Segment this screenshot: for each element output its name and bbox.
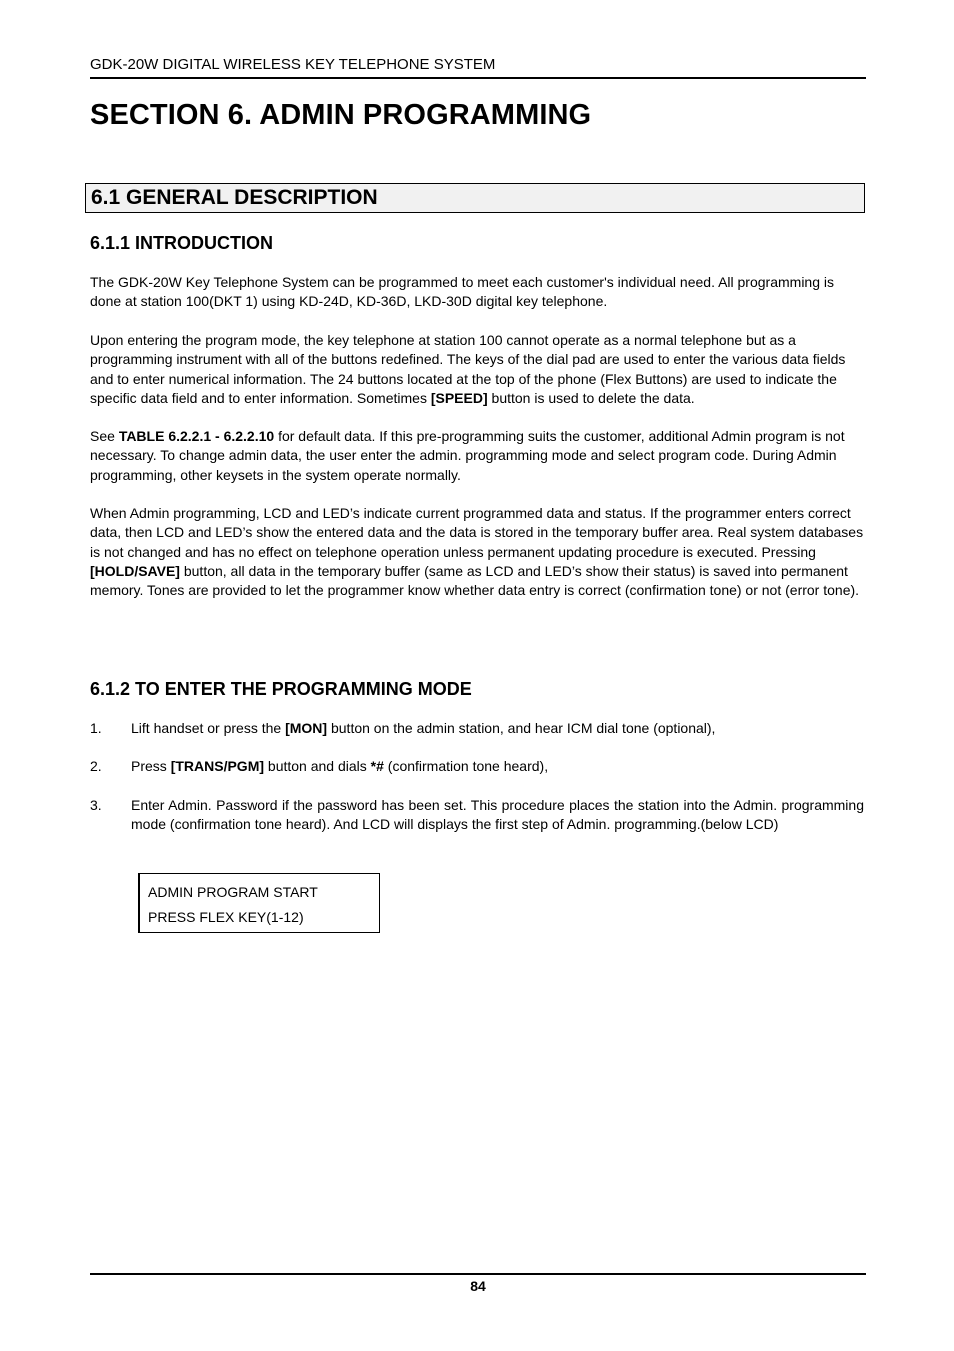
step-number: 1. [90, 720, 102, 736]
step-text [131, 719, 864, 738]
subsection-heading-introduction: 6.1.1 INTRODUCTION [90, 233, 274, 253]
subsection-heading-enter-programming-mode: 6.1.2 TO ENTER THE PROGRAMMING MODE [90, 679, 472, 699]
step-number: 3. [90, 797, 102, 813]
lcd-display-box [138, 873, 380, 933]
step-number: 2. [90, 758, 102, 774]
hold-save-key-label: [HOLD/SAVE] [90, 562, 180, 579]
page-number: 84 [470, 1278, 486, 1294]
text-run: Lift handset or press the [131, 720, 286, 736]
text-run: See [90, 428, 119, 444]
speed-key-label: [SPEED] [430, 389, 488, 406]
mon-key-label: [MON] [285, 720, 328, 736]
text-run: When Admin programming, LCD and LED’s indicate current programmed data and status. If the programmer enters correct data, then LCD and LED’s show the entered data and the data is stored in the temporary buffer area. Real system databases is not changed and has no effect on telephone operation unless permanent updating procedure is executed. Pressing [90, 505, 864, 560]
intro-paragraph-1: The GDK-20W Key Telephone System can be programmed to meet each customer's individual need. All programming is done at station 100(DKT 1) using KD-24D, KD-36D, LKD-30D digital key telephone. [90, 274, 834, 310]
section-heading-general-description: 6.1 GENERAL DESCRIPTION [85, 183, 865, 213]
step-text [131, 757, 864, 776]
intro-paragraph-3 [90, 427, 866, 485]
lcd-line-2: PRESS FLEX KEY(1-12) [148, 909, 304, 925]
step-text: Enter Admin. Password if the password has been set. This procedure places the station into the Admin. programming mode (confirmation tone heard). And LCD will displays the first step of Admin. programming.(below LCD) [131, 797, 864, 832]
text-run: button on the admin station, and hear ICM dial tone (optional), [327, 720, 716, 736]
running-header: GDK-20W DIGITAL WIRELESS KEY TELEPHONE SYSTEM [90, 56, 866, 79]
dial-code: *# [370, 758, 384, 774]
lcd-line-1: ADMIN PROGRAM START [148, 884, 318, 900]
text-run: Press [131, 758, 171, 774]
text-run: (confirmation tone heard), [383, 758, 549, 774]
text-run: for default data. If this pre-programming suits the customer, additional Admin program is not necessary. To change admin data, the user enter the admin. programming mode and select program code. During Admin programming, other keysets in the system operate normally. [90, 428, 845, 483]
text-run: button is used to delete the data. [487, 389, 695, 406]
text-run: Upon entering the program mode, the key telephone at station 100 cannot operate as a normal telephone but as a programming instrument with all of the buttons redefined. The keys of the dial pad are used to enter the various data fields and to enter numerical information. The 24 buttons located at the top of the phone (Flex Buttons) are used to indicate the specific data field and to enter information. Sometimes [90, 332, 846, 406]
text-run: button and dials [264, 758, 371, 774]
intro-paragraph-2 [90, 331, 866, 408]
footer-rule [90, 1273, 866, 1275]
table-reference: TABLE 6.2.2.1 - 6.2.2.10 [118, 428, 275, 444]
text-run: button, all data in the temporary buffer (same as LCD and LED’s show their status) is saved into permanent memory. Tones are provided to let the programmer know whether data entry is correct (confirmation tone) or not (error tone). [90, 562, 860, 599]
trans-pgm-key-label: [TRANS/PGM] [170, 758, 265, 774]
intro-paragraph-4 [90, 504, 866, 600]
page-title: SECTION 6. ADMIN PROGRAMMING [90, 99, 592, 131]
